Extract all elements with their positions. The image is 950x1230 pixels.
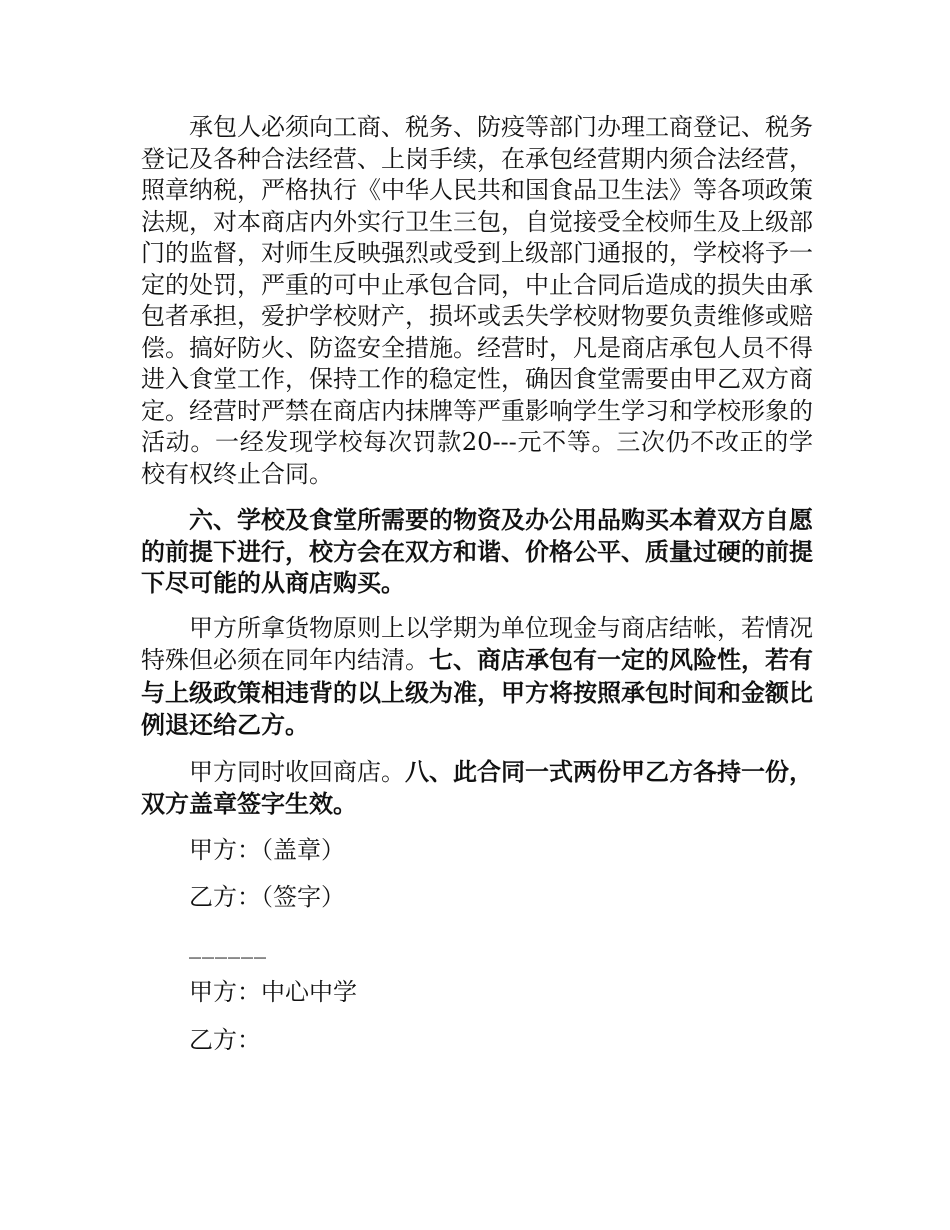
clause-paragraph-hygiene <box>141 112 813 490</box>
document-body <box>141 112 813 1072</box>
clause-seven-text: 七、商店承包有一定的风险性，若有与上级政策相违背的以上级为准，甲方将按照承包时间和金额比例退还给乙方。 <box>141 645 813 739</box>
clause-settlement <box>141 613 813 742</box>
clause-reclaim <box>141 756 813 821</box>
separator-line: ______ <box>189 930 267 959</box>
party-b-sign: 乙方：（签字） <box>189 883 345 911</box>
clause-six <box>141 504 813 599</box>
party-a-name: 甲方：中心中学 <box>189 978 357 1006</box>
clause-reclaim-text: 甲方同时收回商店。 <box>189 757 405 786</box>
clause-six-text: 六、学校及食堂所需要的物资及办公用品购买本着双方自愿的前提下进行，校方会在双方和谐、价格公平、质量过硬的前提下尽可能的从商店购买。 <box>141 505 813 597</box>
clause-text: 承包人必须向工商、税务、防疫等部门办理工商登记、税务登记及各种合法经营、上岗手续，在承包经营期内须合法经营，照章纳税，严格执行《中华人民共和国食品卫生法》等各项政策法规，对本商店内外实行卫生三包，自觉接受全校师生及上级部门的监督，对师生反映强烈或受到上级部门通报的，学校将予一定的处罚，严重的可中止承包合同，中止合同后造成的损失由承包者承担，爱护学校财产，损坏或丢失学校财物要负责维修或赔偿。搞好防火、防盗安全措施。经营时，凡是商店承包人员不得进入食堂工作，保持工作的稳定性，确因食堂需要由甲乙双方商定。经营时严禁在商店内抹牌等严重影响学生学习和学校形象的活动。一经发现学校每次罚款20---元不等。三次仍不改正的学校有权终止合同。 <box>141 113 813 488</box>
clause-eight-text: 八、此合同一式两份甲乙方各持一份，双方盖章签字生效。 <box>141 756 813 818</box>
clause-settlement-text: 甲方所拿货物原则上以学期为单位现金与商店结帐，若情况特殊但必须在同年内结清。 <box>141 613 813 674</box>
party-b-name: 乙方： <box>189 1025 261 1054</box>
party-a-seal: 甲方：（盖章） <box>189 835 345 864</box>
